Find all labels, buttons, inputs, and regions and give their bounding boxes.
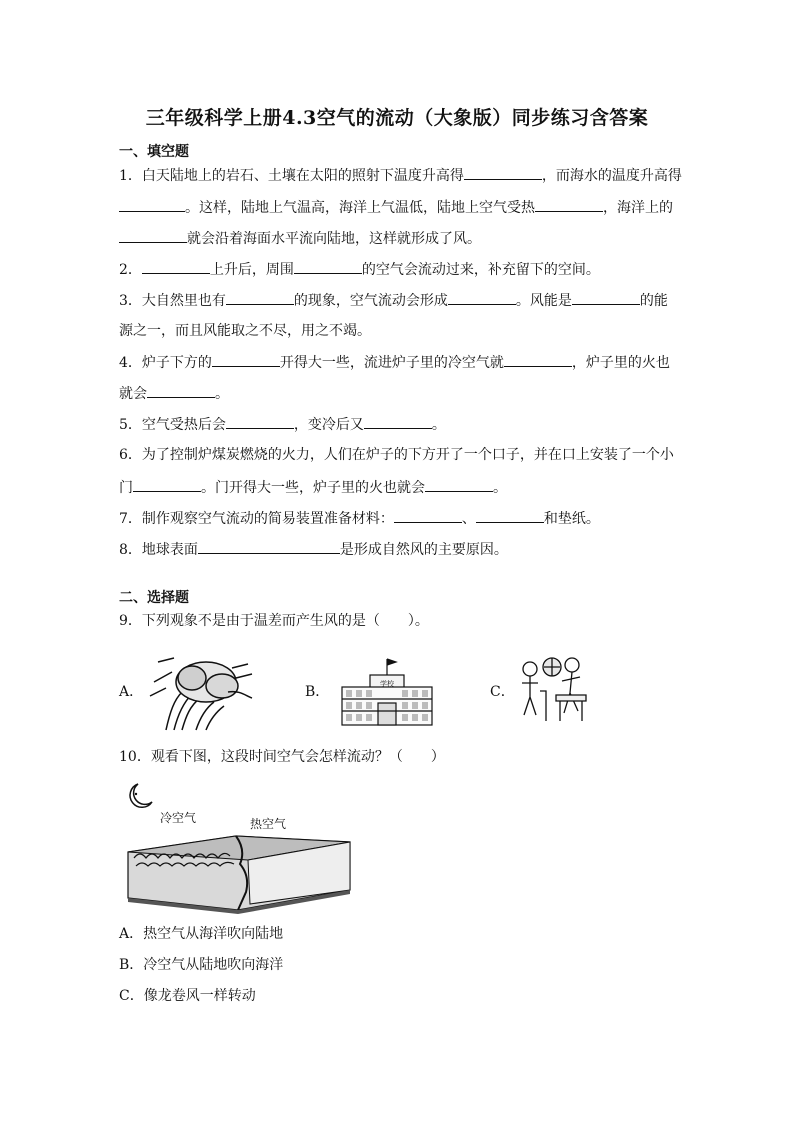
answer-blank[interactable] — [294, 259, 362, 274]
answer-blank[interactable] — [147, 383, 215, 398]
answer-blank[interactable] — [364, 414, 432, 429]
answer-blank[interactable] — [448, 290, 516, 305]
section-heading-fill-blank: 一、填空题 — [119, 144, 189, 160]
question-10-option-a[interactable]: A．热空气从海洋吹向陆地 — [119, 926, 284, 942]
answer-blank[interactable] — [535, 197, 603, 212]
section-heading-multiple-choice: 二、选择题 — [119, 590, 189, 606]
answer-blank[interactable] — [142, 259, 210, 274]
question-10-text: 10．观看下图，这段时间空气会怎样流动？（ ） — [119, 749, 445, 765]
question-1-line-2: 。这样，陆地上气温高，海洋上气温低，陆地上空气受热 ，海洋上的 — [119, 197, 673, 218]
question-3-line-1: 3．大自然里也有 的现象，空气流动会形成 。风能是 的能 — [119, 290, 668, 311]
answer-blank[interactable] — [425, 477, 493, 492]
question-9-option-b-label[interactable]: B． — [305, 684, 330, 700]
answer-blank[interactable] — [464, 165, 542, 180]
question-2: 2． 上升后，周围 的空气会流动过来，补充留下的空间。 — [119, 259, 600, 280]
question-9-option-c-label[interactable]: C． — [490, 684, 515, 700]
question-4-line-2: 就会 。 — [119, 383, 229, 404]
school-sign: 学校 — [380, 680, 394, 688]
page-title: 三年级科学上册4.3空气的流动（大象版）同步练习含答案 — [145, 107, 649, 129]
question-4-line-1: 4．炉子下方的 开得大一些，流进炉子里的冷空气就 ，炉子里的火也 — [119, 352, 670, 373]
cold-air-label: 冷空气 — [160, 811, 197, 825]
answer-blank[interactable] — [226, 290, 294, 305]
question-3-line-2: 源之一，而且风能取之不尽，用之不竭。 — [119, 323, 371, 339]
question-5: 5．空气受热后会 ，变冷后又 。 — [119, 414, 446, 435]
answer-blank[interactable] — [198, 539, 340, 554]
answer-blank[interactable] — [394, 508, 462, 523]
answer-blank[interactable] — [504, 352, 572, 367]
question-1-line-3: 就会沿着海面水平流向陆地，这样就形成了风。 — [119, 228, 481, 249]
school-building-illustration — [340, 657, 434, 727]
question-8: 8．地球表面 是形成自然风的主要原因。 — [119, 539, 508, 560]
question-6-line-1: 6．为了控制炉煤炭燃烧的火力，人们在炉子的下方开了一个口子，并在口上安装了一个小 — [119, 447, 674, 463]
answer-blank[interactable] — [119, 228, 187, 243]
answer-blank[interactable] — [226, 414, 294, 429]
answer-blank[interactable] — [476, 508, 544, 523]
children-playing-ball-illustration — [516, 653, 594, 725]
answer-blank[interactable] — [133, 477, 201, 492]
hot-air-label: 热空气 — [250, 817, 287, 831]
question-6-line-2: 门 。门开得大一些，炉子里的火也就会 。 — [119, 477, 507, 498]
question-1-line-1: 1．白天陆地上的岩石、土壤在太阳的照射下温度升高得 ，而海水的温度升高得 — [119, 165, 682, 186]
question-9-option-a-label[interactable]: A． — [119, 684, 144, 700]
question-9-text: 9．下列观象不是由于温差而产生风的是（ ）。 — [119, 613, 429, 629]
coastal-night-diagram — [118, 780, 354, 914]
answer-blank[interactable] — [212, 352, 280, 367]
windy-tree-illustration — [148, 652, 256, 732]
answer-blank[interactable] — [119, 197, 185, 212]
question-10-option-c[interactable]: C．像龙卷风一样转动 — [119, 988, 256, 1004]
question-7: 7．制作观察空气流动的简易装置准备材料： 、 和垫纸。 — [119, 508, 600, 529]
moon-icon — [130, 784, 152, 807]
answer-blank[interactable] — [572, 290, 640, 305]
question-10-option-b[interactable]: B．冷空气从陆地吹向海洋 — [119, 957, 284, 973]
